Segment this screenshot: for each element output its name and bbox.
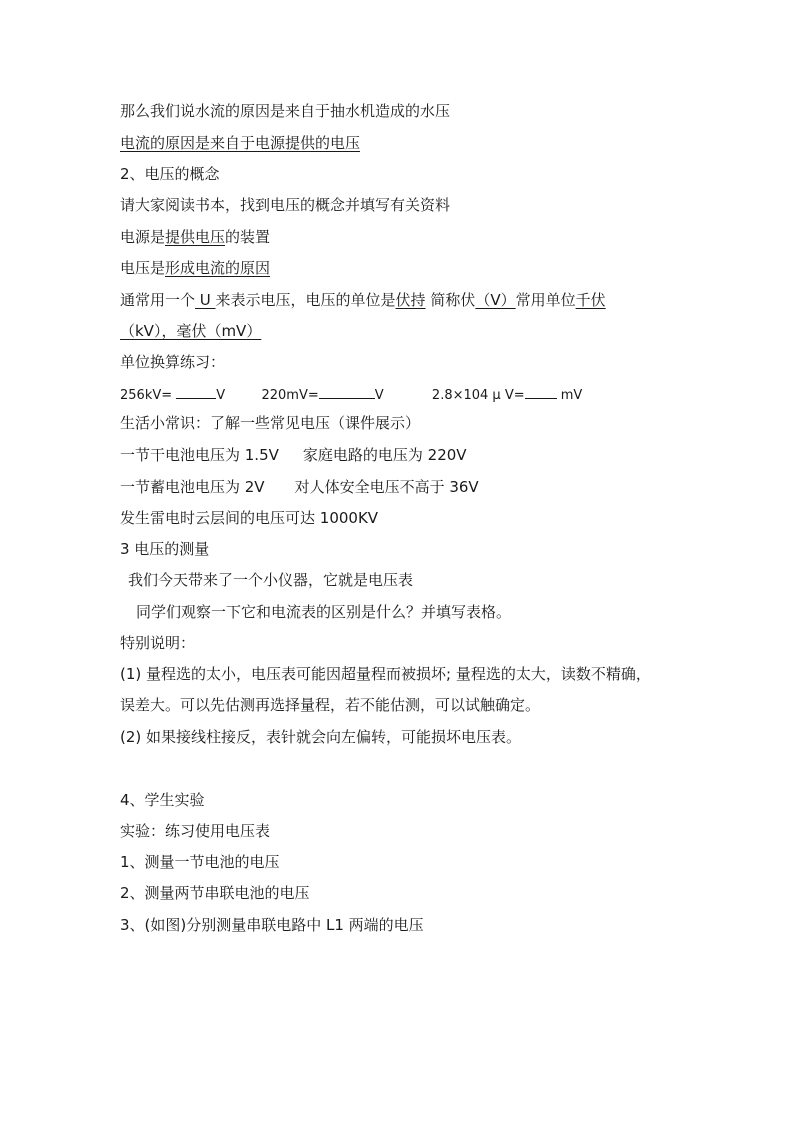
text-segment: 一节蓄电池电压为 2V xyxy=(120,478,265,496)
text-segment: 一节干电池电压为 1.5V xyxy=(120,446,279,464)
list-item-experiment-2: 2、测量两节串联电池的电压 xyxy=(120,884,310,902)
paragraph-special-note: 特别说明： xyxy=(120,634,196,652)
answer-underlined: 千伏 xyxy=(575,291,606,309)
note-item-range: (1) 量程选的太小，电压表可能因超量程而被损坏; 量程选的太大，读数不精确， xyxy=(120,665,651,683)
paragraph-voltage-unit-cont: （kV），毫伏（mV） xyxy=(120,322,262,340)
text-segment: 通常用一个 xyxy=(120,291,196,309)
text-segment: V xyxy=(374,388,384,403)
answer-underlined: 形成电流的原因 xyxy=(165,259,271,277)
list-item-experiment-3: 3、(如图)分别测量串联电路中 L1 两端的电压 xyxy=(120,916,424,934)
section-heading-voltage-concept: 2、电压的概念 xyxy=(120,165,220,183)
text-segment: 电源是 xyxy=(120,228,166,246)
text-segment: 简称伏 xyxy=(425,291,476,309)
paragraph-compare-ammeter: 同学们观察一下它和电流表的区别是什么？并填写表格。 xyxy=(136,603,512,621)
answer-underlined: U xyxy=(195,291,216,309)
note-item-range-cont: 误差大。可以先估测再选择量程，若不能估测，可以试触确定。 xyxy=(120,696,541,714)
paragraph-voltmeter-intro: 我们今天带来了一个小仪器，它就是电压表 xyxy=(128,571,414,589)
paragraph-read-book: 请大家阅读书本，找到电压的概念并填写有关资料 xyxy=(120,196,451,214)
paragraph-experiment-title: 实验：练习使用电压表 xyxy=(120,822,271,840)
conversion-exercises xyxy=(120,384,582,406)
paragraph-voltage-definition xyxy=(120,258,270,278)
list-item-experiment-1: 1、测量一节电池的电压 xyxy=(120,853,280,871)
text-segment: 256kV= xyxy=(120,388,173,403)
fill-blank[interactable] xyxy=(319,384,375,399)
answer-underlined: 提供电压 xyxy=(165,228,226,246)
answer-underlined: （V） xyxy=(475,291,516,309)
text-segment: 220mV= xyxy=(261,388,319,403)
text-segment: V xyxy=(216,388,226,403)
paragraph-voltage-unit xyxy=(120,290,606,310)
paragraph-current-cause: 电流的原因是来自于电源提供的电压 xyxy=(120,134,361,152)
fill-blank[interactable] xyxy=(176,384,216,399)
text-segment: 家庭电路的电压为 220V xyxy=(302,446,467,464)
fill-blank[interactable] xyxy=(525,384,557,399)
text-segment: 对人体安全电压不高于 36V xyxy=(294,478,479,496)
paragraph-common-voltages: 生活小常识：了解一些常见电压（课件展示） xyxy=(120,414,421,432)
section-heading-student-experiment: 4、学生实验 xyxy=(120,791,205,809)
text-segment: 来表示电压，电压的单位是 xyxy=(215,291,396,309)
paragraph-water-pressure: 那么我们说水流的原因是来自于抽水机造成的水压 xyxy=(120,102,451,120)
text-segment: 电压是 xyxy=(120,259,166,277)
text-segment: 常用单位 xyxy=(515,291,576,309)
paragraph-power-source xyxy=(120,227,270,247)
paragraph-battery-voltage xyxy=(120,445,467,465)
text-segment: mV xyxy=(560,388,583,403)
paragraph-lightning: 发生雷电时云层间的电压可达 1000KV xyxy=(120,509,379,527)
text-segment: 2.8×104 μ V= xyxy=(431,388,525,403)
note-item-terminals: (2) 如果接线柱接反，表针就会向左偏转，可能损坏电压表。 xyxy=(120,728,522,746)
paragraph-storage-battery xyxy=(120,477,479,497)
text-segment: 的装置 xyxy=(225,228,271,246)
section-heading-voltage-measurement: 3 电压的测量 xyxy=(120,540,210,558)
answer-underlined: 伏持 xyxy=(395,291,426,309)
paragraph-unit-conversion: 单位换算练习： xyxy=(120,353,226,371)
